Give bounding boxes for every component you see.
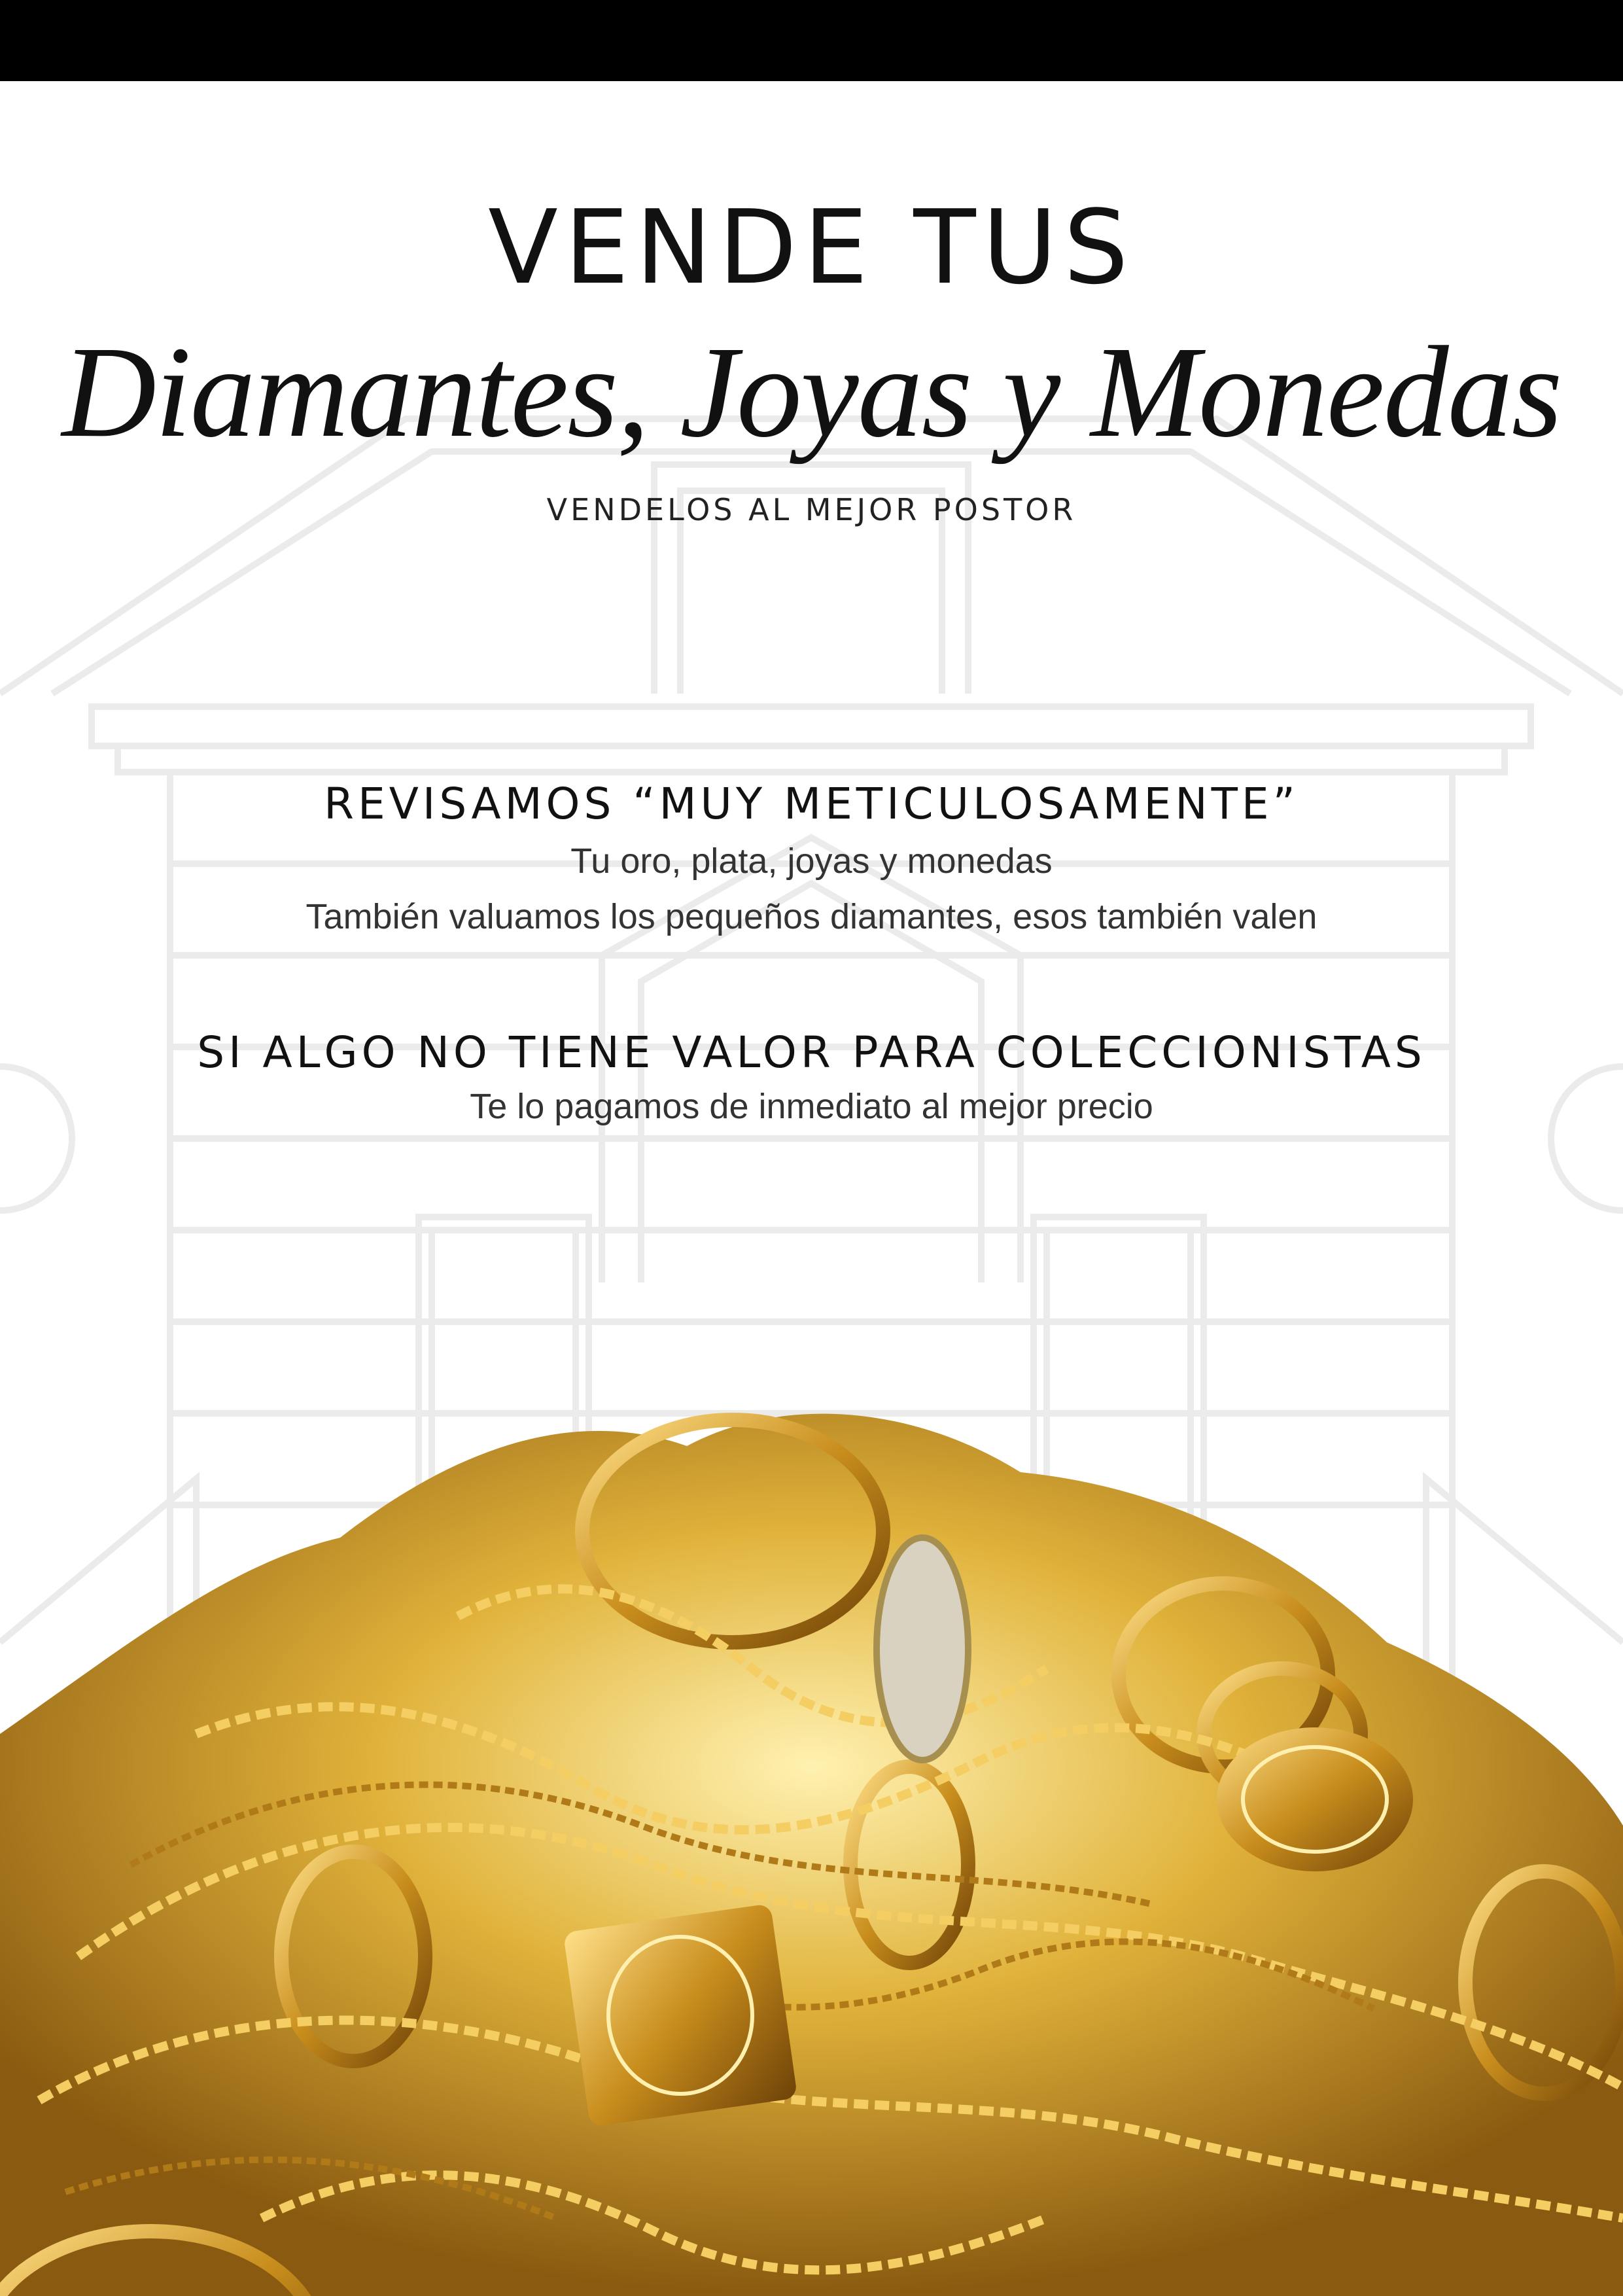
section1-line1: Tu oro, plata, joyas y monedas bbox=[570, 841, 1053, 881]
subheadline: Diamantes, Joyas y Monedas bbox=[61, 320, 1562, 465]
section1-title: REVISAMOS “MUY METICULOSAMENTE” bbox=[324, 779, 1299, 829]
section2-line1: Te lo pagamos de inmediato al mejor precio bbox=[470, 1087, 1153, 1126]
top-bar bbox=[0, 0, 1623, 81]
headline: VENDE TUS bbox=[488, 188, 1135, 307]
gold-jewelry-pile-image bbox=[0, 1368, 1623, 2296]
section1-line2: También valuamos los pequeños diamantes, esos también valen bbox=[305, 897, 1318, 936]
section2-title: SI ALGO NO TIENE VALOR PARA COLECCIONISTAS bbox=[197, 1027, 1426, 1078]
tagline: VENDELOS AL MEJOR POSTOR bbox=[546, 492, 1077, 527]
